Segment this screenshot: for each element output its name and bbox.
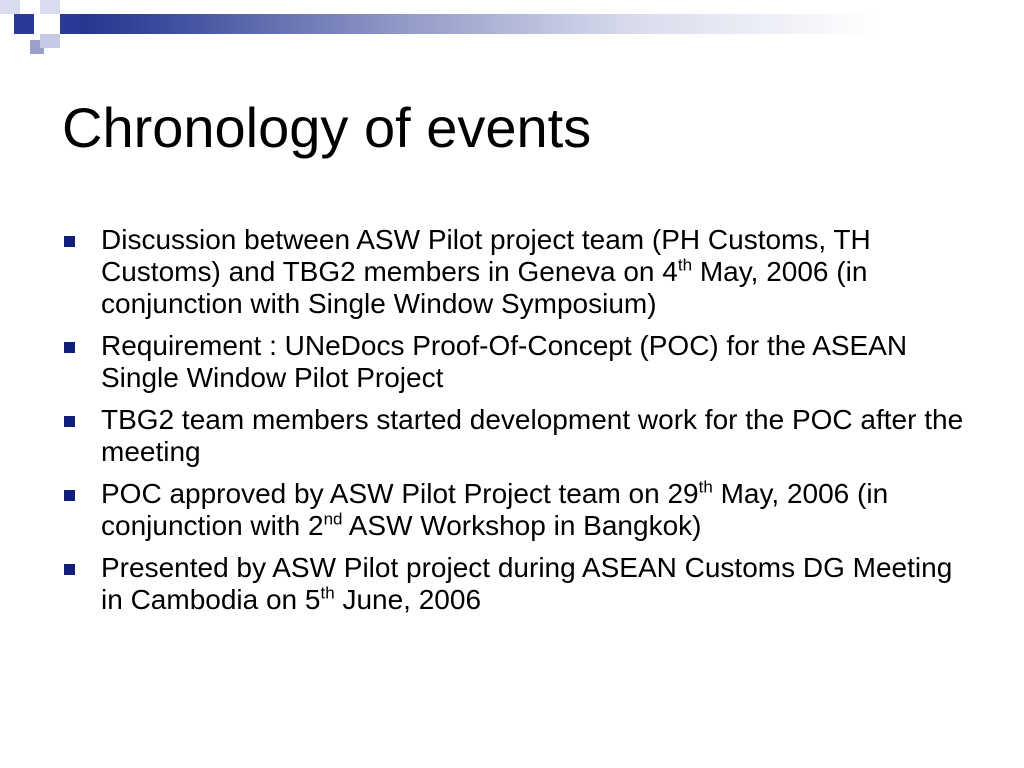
decorative-square (40, 0, 60, 14)
bullet-text: POC approved by ASW Pilot Project team on 29 (101, 478, 699, 509)
decorative-square (60, 0, 80, 14)
bullet-item (64, 478, 964, 542)
bullet-item (64, 330, 964, 394)
slide-header-decoration (0, 0, 1024, 48)
bullet-list (64, 224, 964, 626)
ordinal-suffix: th (677, 255, 693, 275)
decorative-square (0, 0, 20, 14)
bullet-text: May, 2006 (in conjunction with 2 (101, 478, 889, 541)
bullet-text: TBG2 team members started development work for the POC after the meeting (101, 404, 964, 467)
ordinal-suffix: th (698, 477, 713, 497)
square-bullet-icon (64, 416, 75, 427)
bullet-text: Discussion between ASW Pilot project team (PH Customs, TH Customs) and TBG2 members in Geneva on 4 (101, 224, 871, 287)
decorative-square (40, 34, 60, 48)
ordinal-suffix: nd (323, 509, 343, 529)
bullet-text: Presented by ASW Pilot project during ASEAN Customs DG Meeting in Cambodia on 5 (101, 552, 953, 615)
bullet-text: ASW Workshop in Bangkok) (342, 510, 702, 541)
decorative-square (60, 14, 80, 34)
ordinal-suffix: th (320, 583, 335, 603)
square-bullet-icon (64, 564, 75, 575)
bullet-text: June, 2006 (334, 584, 482, 615)
bullet-text: May, 2006 (in conjunction with Single Window Symposium) (101, 256, 868, 319)
decorative-square (20, 0, 40, 14)
bullet-item (64, 552, 964, 616)
slide-title: Chronology of events (62, 96, 592, 159)
bullet-item (64, 224, 964, 320)
square-bullet-icon (64, 490, 75, 501)
bullet-text: Requirement : UNeDocs Proof-Of-Concept (POC) for the ASEAN Single Window Pilot Project (101, 330, 908, 393)
bullet-item (64, 404, 964, 468)
square-bullet-icon (64, 236, 75, 247)
decorative-square (40, 14, 60, 34)
decorative-square (14, 14, 34, 34)
header-gradient-band (40, 14, 1024, 34)
square-bullet-icon (64, 342, 75, 353)
